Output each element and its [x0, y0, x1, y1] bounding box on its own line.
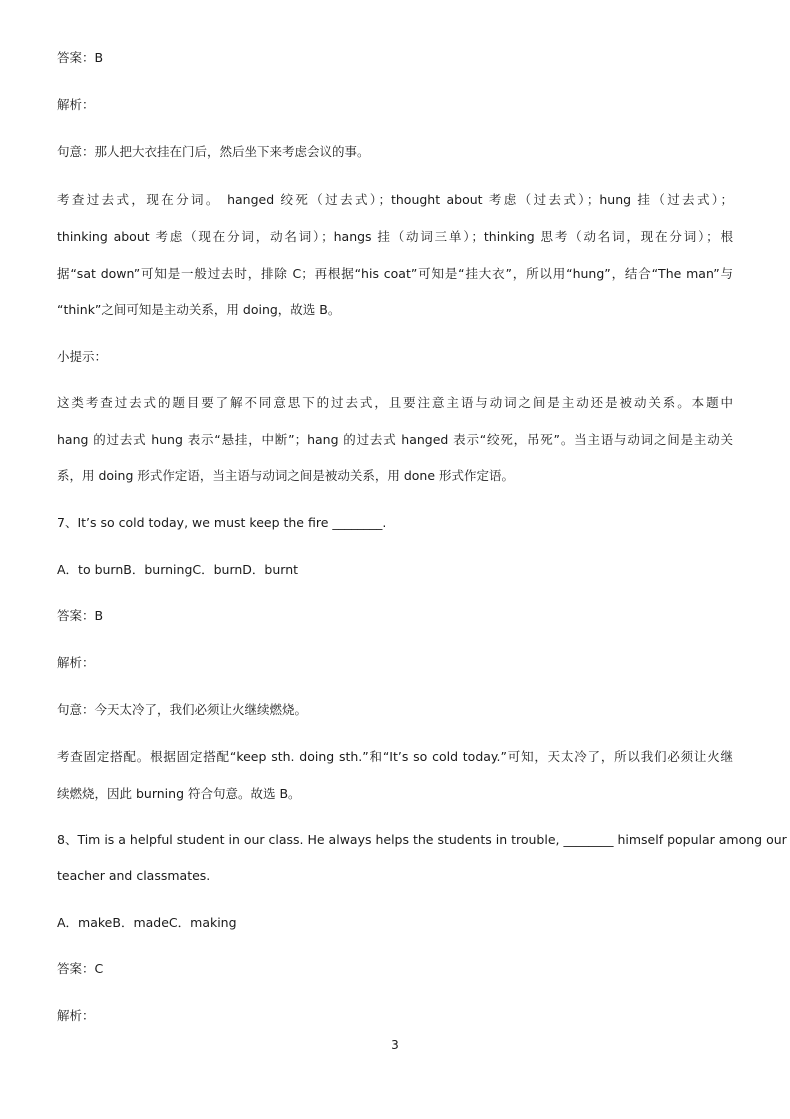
question-7-options: A．to burnB．burningC．burnD．burnt — [57, 562, 299, 577]
line-tip-3: 系，用 doing 形式作定语，当主语与动词之间是被动关系，用 done 形式作定语。 — [57, 468, 515, 483]
page-number: 3 — [391, 1038, 399, 1052]
line-explanation-2a: 考查固定搭配。根据固定搭配“keep sth. doing sth.”和“It’s so cold today.”可知，天太冷了，所以我们必须让火继 — [57, 749, 733, 764]
question-7: 7、It’s so cold today, we must keep the fire ________. — [57, 515, 387, 530]
line-meaning-1: 句意：那人把大衣挂在门后，然后坐下来考虑会议的事。 — [57, 144, 370, 159]
line-explanation-1c: 据“sat down”可知是一般过去时，排除 C；再根据“his coat”可知是“挂大衣”，所以用“hung”，结合“The man”与 — [57, 266, 733, 281]
line-analysis-1: 解析： — [57, 97, 95, 112]
line-explanation-2b: 续燃烧，因此 burning 符合句意。故选 B。 — [57, 786, 301, 801]
line-tip-heading: 小提示： — [57, 349, 108, 364]
line-analysis-2: 解析： — [57, 655, 95, 670]
question-8-options: A．makeB．madeC．making — [57, 915, 237, 930]
line-explanation-1a: 考查过去式，现在分词。 hanged 绞死（过去式）；thought about 考虑（过去式）；hung 挂（过去式）； — [57, 192, 733, 207]
line-answer-2: 答案：B — [57, 608, 104, 623]
line-tip-2: hang 的过去式 hung 表示“悬挂，中断”；hang 的过去式 hanged 表示“绞死，吊死”。当主语与动词之间是主动关 — [57, 432, 733, 447]
line-analysis-3: 解析： — [57, 1008, 95, 1023]
question-8-line-2: teacher and classmates. — [57, 868, 211, 883]
line-answer-3: 答案：C — [57, 961, 104, 976]
line-answer-1: 答案：B — [57, 50, 104, 65]
question-8-line-1: 8、Tim is a helpful student in our class. He always helps the students in trouble, ________ himself popular among our — [57, 832, 787, 847]
line-explanation-1d: “think”之间可知是主动关系，用 doing，故选 B。 — [57, 302, 341, 317]
line-explanation-1b: thinking about 考虑（现在分词，动名词）；hangs 挂（动词三单）；thinking 思考（动名词，现在分词）；根 — [57, 229, 733, 244]
line-tip-1: 这类考查过去式的题目要了解不同意思下的过去式，且要注意主语与动词之间是主动还是被动关系。本题中 — [57, 395, 733, 410]
line-meaning-2: 句意：今天太冷了，我们必须让火继续燃烧。 — [57, 702, 308, 717]
